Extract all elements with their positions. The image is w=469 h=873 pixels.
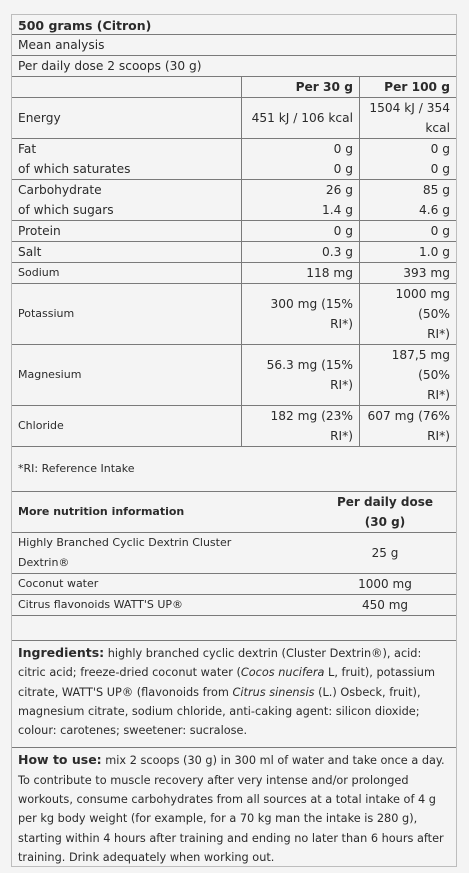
value-per-30g: 300 mg (15% RI*) [242,284,360,345]
row-label: Protein [12,221,242,242]
value-per-30g: 118 mg [242,263,360,284]
value-per-30g: 1.4 g [242,200,360,221]
value-per-100g: 187,5 mg (50% RI*) [360,345,457,406]
value-per-100g: 1504 kJ / 354 kcal [360,98,457,139]
row-label: Coconut water [12,574,314,595]
value-per-100g: 607 mg (76% RI*) [360,406,457,447]
value-per-30g: 26 g [242,180,360,201]
value-per-100g: 393 mg [360,263,457,284]
row-label: Citrus flavonoids WATT'S UP® [12,595,314,616]
value-per-30g: 0 g [242,221,360,242]
value-per-30g: 0 g [242,159,360,180]
value-per-100g: 4.6 g [360,200,457,221]
row-label: Carbohydrate [12,180,242,201]
table-row-salt [12,242,456,263]
table-row-chloride [12,406,456,447]
value-per-100g: 0 g [360,159,457,180]
row-value: 1000 mg [314,574,456,595]
table-row-dextrin [12,533,456,574]
value-per-30g: 451 kJ / 106 kcal [242,98,360,139]
row-label: Salt [12,242,242,263]
table-row-magnesium [12,345,456,406]
table-row-citrus-flavonoids [12,595,456,616]
table-row-fat [12,139,456,160]
table-header-row [12,77,456,98]
more-nutrition-table [12,491,456,615]
table-row-sugars [12,200,456,221]
row-label: Sodium [12,263,242,284]
row-label: Energy [12,98,242,139]
row-label: Magnesium [12,345,242,406]
table-row-energy [12,98,456,139]
table-row-saturates [12,159,456,180]
row-value: 25 g [314,533,456,574]
value-per-100g: 1.0 g [360,242,457,263]
row-label: Chloride [12,406,242,447]
row-label: Potassium [12,284,242,345]
value-per-100g: 0 g [360,139,457,160]
value-per-30g: 0 g [242,139,360,160]
value-per-100g: 0 g [360,221,457,242]
footnote: *RI: Reference Intake [18,462,135,475]
column-header-per-100g: Per 100 g [360,77,457,98]
value-per-30g: 182 mg (23% RI*) [242,406,360,447]
table-row-potassium [12,284,456,345]
value-per-30g: 56.3 mg (15% RI*) [242,345,360,406]
value-per-100g: 1000 mg (50% RI*) [360,284,457,345]
column-header-per-30g: Per 30 g [242,77,360,98]
row-label: Highly Branched Cyclic Dextrin Cluster Dextrin® [12,533,314,574]
more-nutrition-heading: More nutrition information [12,492,314,533]
nutrition-table [12,76,456,446]
table-row-sodium [12,263,456,284]
row-value: 450 mg [314,595,456,616]
row-label: Fat [12,139,242,160]
ingredients-label: Ingredients: [18,645,105,660]
table-row-coconut-water [12,574,456,595]
per-daily-dose-header: Per daily dose (30 g) [314,492,456,533]
daily-dose-label: Per daily dose 2 scoops (30 g) [12,55,456,76]
product-title: 500 grams (Citron) [18,18,152,33]
how-to-use-label: How to use: [18,752,102,768]
value-per-100g: 85 g [360,180,457,201]
more-header-row [12,492,456,533]
row-label: of which saturates [18,162,131,176]
nutrition-panel [11,14,457,867]
how-to-use-paragraph: How to use: mix 2 scoops (30 g) in 300 ml of water and take once a day. To contribute to muscle recovery after very intense and/or prolonged workouts, consume carbohydrates from all sources at a total intake of 4 g per kg body weight (for example, for a 70 kg man the intake is 280 g), starting within 4 hours after training and ending no later than 6 hours after training. Drink adequately when working out. [18,752,445,864]
row-label: of which sugars [18,203,114,217]
mean-analysis-label: Mean analysis [12,34,456,55]
table-row-carbohydrate [12,180,456,201]
table-row-protein [12,221,456,242]
ingredients-paragraph: Ingredients: highly branched cyclic dextrin (Cluster Dextrin®), acid: citric acid; freeze-dried coconut water (Cocos nucifera L, fruit), potassium citrate, WATT'S UP® (flavonoids from Citrus sinensis (L.) Osbeck, fruit), magnesium citrate, sodium chloride, anti-caking agent: silicon dioxide; colour: carotenes; sweetener: sucralose. [18,645,435,738]
value-per-30g: 0.3 g [242,242,360,263]
